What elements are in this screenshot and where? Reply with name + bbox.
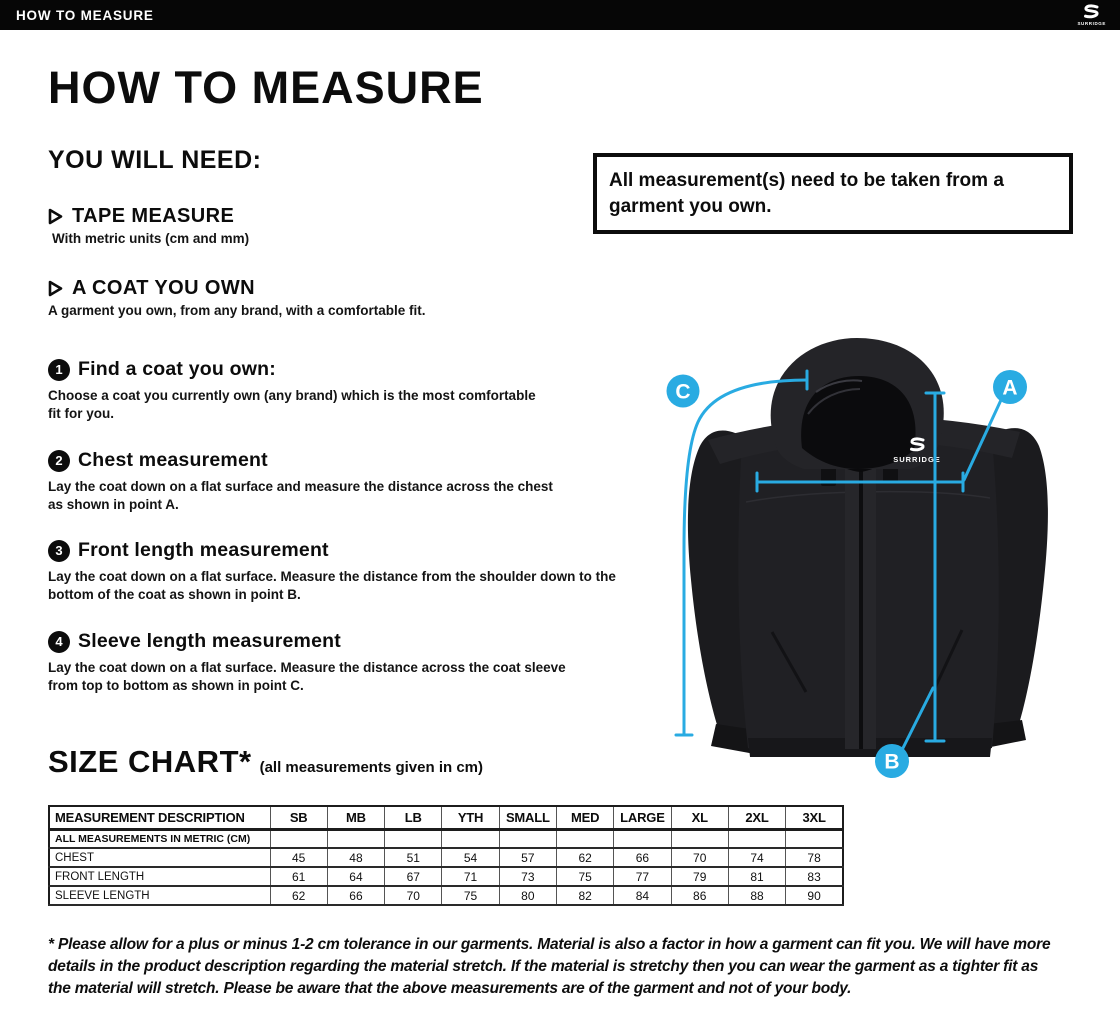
cell: 51 xyxy=(385,848,442,867)
cell: 90 xyxy=(786,886,843,905)
jacket-illustration xyxy=(688,338,1048,757)
cell: 80 xyxy=(499,886,556,905)
column-header: SB xyxy=(270,806,327,829)
column-header: LARGE xyxy=(614,806,671,829)
column-header: XL xyxy=(671,806,728,829)
table-row-sleeve-length xyxy=(49,886,843,905)
size-chart-subtitle: (all measurements given in cm) xyxy=(259,759,483,776)
column-header: YTH xyxy=(442,806,499,829)
jacket-diagram-svg xyxy=(620,330,1090,800)
cell: 88 xyxy=(728,886,785,905)
column-header: LB xyxy=(385,806,442,829)
empty-cell xyxy=(556,829,613,848)
cell: 62 xyxy=(270,886,327,905)
row-label: SLEEVE LENGTH xyxy=(49,886,270,905)
cell: 78 xyxy=(786,848,843,867)
step-description: Choose a coat you currently own (any brand) which is the most comfortable fit for you. xyxy=(48,388,536,421)
point-b-label: B xyxy=(884,750,900,774)
empty-cell xyxy=(671,829,728,848)
cell: 84 xyxy=(614,886,671,905)
size-chart-table xyxy=(48,805,844,906)
cell: 77 xyxy=(614,867,671,886)
cell: 86 xyxy=(671,886,728,905)
cell: 75 xyxy=(442,886,499,905)
empty-cell xyxy=(786,829,843,848)
cell: 66 xyxy=(614,848,671,867)
triangle-bullet-icon xyxy=(48,280,63,297)
need-item-title: TAPE MEASURE xyxy=(72,205,235,227)
cell: 81 xyxy=(728,867,785,886)
step-1-find-a-coat xyxy=(48,358,648,422)
cell: 75 xyxy=(556,867,613,886)
metric-note-row xyxy=(49,829,843,848)
step-title: Front length measurement xyxy=(78,539,329,561)
need-item-tape-measure xyxy=(48,205,608,246)
step-title: Chest measurement xyxy=(78,449,268,471)
surridge-logo xyxy=(1077,4,1106,27)
point-c-label: C xyxy=(675,380,691,404)
point-a-label: A xyxy=(1002,376,1018,400)
cell: 79 xyxy=(671,867,728,886)
row-label: CHEST xyxy=(49,848,270,867)
table-row-chest xyxy=(49,848,843,867)
triangle-bullet-icon xyxy=(48,208,63,225)
notice-box xyxy=(593,153,1073,234)
step-number-badge: 3 xyxy=(48,540,70,562)
column-header: 2XL xyxy=(728,806,785,829)
step-3-front-length-measurement xyxy=(48,539,648,603)
size-chart-title: SIZE CHART* xyxy=(48,744,252,779)
cell: 74 xyxy=(728,848,785,867)
need-item-title: A COAT YOU OWN xyxy=(72,277,256,299)
row-label: FRONT LENGTH xyxy=(49,867,270,886)
step-description: Lay the coat down on a flat surface. Measure the distance across the coat sleeve from top to bottom as shown in point C. xyxy=(48,660,566,693)
cell: 64 xyxy=(327,867,384,886)
step-description: Lay the coat down on a flat surface and measure the distance across the chest as shown in point A. xyxy=(48,479,553,512)
empty-cell xyxy=(499,829,556,848)
cell: 48 xyxy=(327,848,384,867)
step-4-sleeve-length-measurement xyxy=(48,630,648,694)
surridge-logo-text: SURRIDGE xyxy=(1077,20,1106,26)
cell: 70 xyxy=(671,848,728,867)
step-title: Find a coat you own: xyxy=(78,358,276,380)
step-number-badge: 2 xyxy=(48,450,70,472)
cell: 73 xyxy=(499,867,556,886)
empty-cell xyxy=(614,829,671,848)
surridge-s-icon xyxy=(1081,4,1103,21)
you-will-need-heading: YOU WILL NEED: xyxy=(48,146,262,174)
empty-cell xyxy=(270,829,327,848)
metric-note: ALL MEASUREMENTS IN METRIC (CM) xyxy=(49,829,270,848)
empty-cell xyxy=(327,829,384,848)
page-title: HOW TO MEASURE xyxy=(48,62,484,113)
empty-cell xyxy=(385,829,442,848)
topbar-title: HOW TO MEASURE xyxy=(16,7,154,23)
step-number-badge: 1 xyxy=(48,359,70,381)
need-item-coat-you-own xyxy=(48,277,608,318)
column-header: MEASUREMENT DESCRIPTION xyxy=(49,806,270,829)
column-header: SMALL xyxy=(499,806,556,829)
size-chart-header-row xyxy=(49,806,843,829)
cell: 83 xyxy=(786,867,843,886)
column-header: 3XL xyxy=(786,806,843,829)
step-description: Lay the coat down on a flat surface. Measure the distance from the shoulder down to the bottom of the coat as shown in point B. xyxy=(48,569,616,602)
jacket-logo-text: SURRIDGE xyxy=(893,455,941,464)
cell: 61 xyxy=(270,867,327,886)
cell: 70 xyxy=(385,886,442,905)
size-chart-heading xyxy=(48,744,483,780)
empty-cell xyxy=(728,829,785,848)
column-header: MB xyxy=(327,806,384,829)
step-number-badge: 4 xyxy=(48,631,70,653)
cell: 82 xyxy=(556,886,613,905)
step-2-chest-measurement xyxy=(48,449,648,513)
need-item-desc: A garment you own, from any brand, with a comfortable fit. xyxy=(48,303,426,318)
cell: 66 xyxy=(327,886,384,905)
cell: 57 xyxy=(499,848,556,867)
cell: 71 xyxy=(442,867,499,886)
column-header: MED xyxy=(556,806,613,829)
cell: 45 xyxy=(270,848,327,867)
need-item-desc: With metric units (cm and mm) xyxy=(52,231,250,246)
cell: 67 xyxy=(385,867,442,886)
cell: 62 xyxy=(556,848,613,867)
empty-cell xyxy=(442,829,499,848)
table-row-front-length xyxy=(49,867,843,886)
notice-text: All measurement(s) need to be taken from a garment you own. xyxy=(609,170,1004,217)
top-bar xyxy=(0,0,1120,30)
tolerance-footnote: * Please allow for a plus or minus 1-2 cm tolerance in our garments. Material is also a factor in how a garment can fit you. We will have more details in the product description regarding the material stretch. If the material is stretchy then you can wear the garment as a tighter fit as the material will stretch. Please be aware that the above measurements are of the garment and not of your body. xyxy=(48,936,1051,997)
step-title: Sleeve length measurement xyxy=(78,630,341,652)
jacket-diagram xyxy=(620,330,1090,800)
cell: 54 xyxy=(442,848,499,867)
